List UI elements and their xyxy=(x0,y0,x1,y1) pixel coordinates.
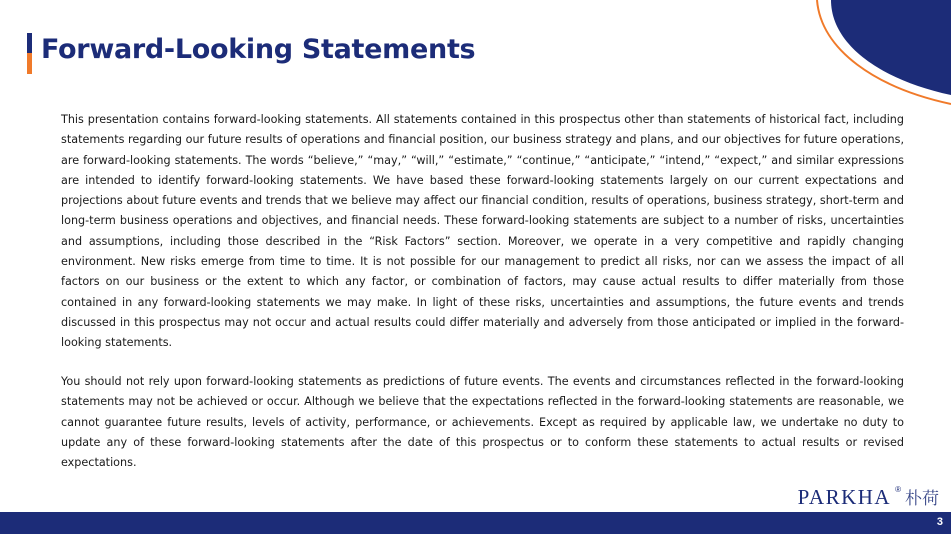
footer-bar xyxy=(0,512,951,534)
paragraph-1: This presentation contains forward-looking statements. All statements contained in this prospectus other than statements of historical fact, including statements regarding our future results of operations and financial position, our business strategy and plans, and our objectives for future operations, are forward-looking statements. The words “believe,” “may,” “will,” “estimate,” “continue,” “anticipate,” “intend,” “expect,” and similar expressions are intended to identify forward-looking statements. We have based these forward-looking statements largely on our current expectations and projections about future events and trends that we believe may affect our financial condition, results of operations, business strategy, short-term and long-term business operations and objectives, and financial needs. These forward-looking statements are subject to a number of risks, uncertainties and assumptions, including those described in the “Risk Factors” section. Moreover, we operate in a very competitive and rapidly changing environment. New risks emerge from time to time. It is not possible for our management to predict all risks, nor can we assess the impact of all factors on our business or the extent to which any factor, or combination of factors, may cause actual results to differ materially from those contained in any forward-looking statements we may make. In light of these risks, uncertainties and assumptions, the future events and trends discussed in this prospectus may not occur and actual results could differ materially and adversely from those anticipated or implied in the forward-looking statements. xyxy=(61,113,904,350)
paragraph-2: You should not rely upon forward-looking statements as predictions of future events. The events and circumstances reflected in the forward-looking statements may not be achieved or occur. Although we believe that the expectations reflected in the forward-looking statements are reasonable, we cannot guarantee future results, levels of activity, performance, or achievements. Except as required by applicable law, we undertake no duty to update any of these forward-looking statements after the date of this prospectus or to conform these statements to actual results or revised expectations. xyxy=(61,375,904,470)
title-accent-blue xyxy=(27,33,32,53)
logo-cjk-text: 朴荷 xyxy=(905,489,939,509)
title-accent-orange xyxy=(27,53,32,74)
company-logo xyxy=(798,484,939,510)
logo-latin-text: PARKHA xyxy=(797,485,892,509)
corner-decoration xyxy=(791,0,951,110)
logo-registered-mark: ® xyxy=(895,485,901,494)
page-number: 3 xyxy=(936,516,943,528)
page-title: Forward-Looking Statements xyxy=(41,34,476,65)
